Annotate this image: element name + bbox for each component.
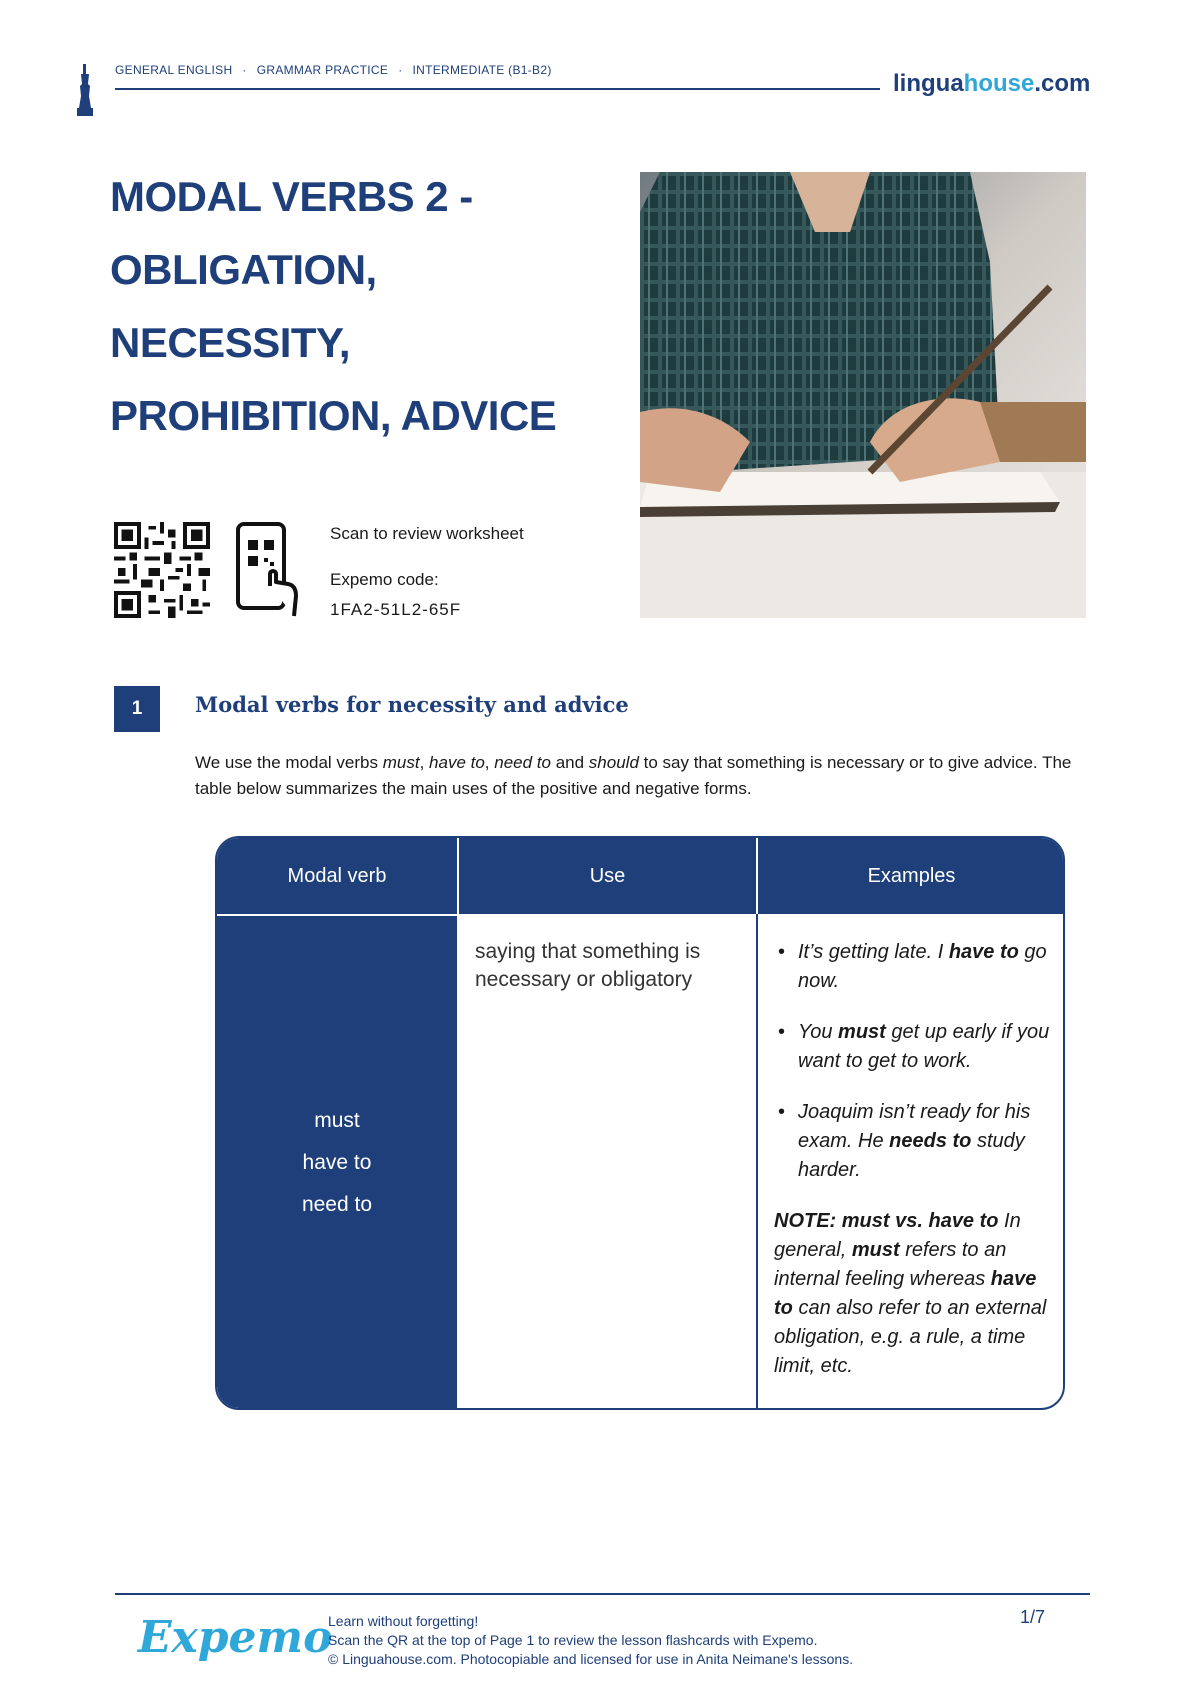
- breadcrumb: [115, 63, 552, 77]
- brand-tld: .com: [1034, 70, 1091, 97]
- footer-copyright: © Linguahouse.com. Photocopiable and licensed for use in Anita Neimane's lessons.: [328, 1651, 854, 1667]
- modal-term: need to: [494, 753, 551, 772]
- example-modal: needs to: [889, 1130, 972, 1152]
- modal-term: have to: [429, 753, 485, 772]
- expemo-code: 1FA2-51L2-65F: [330, 600, 462, 619]
- note-term: have to: [774, 1268, 1037, 1319]
- intro-paragraph: [195, 750, 1090, 802]
- modal-verbs-table: [215, 836, 1065, 1410]
- title-line: PROHIBITION, ADVICE: [110, 392, 557, 439]
- example-text: go now.: [798, 941, 1047, 992]
- page-title: [110, 160, 640, 452]
- example-modal: have to: [948, 941, 1019, 963]
- modal-verb: have to: [302, 1151, 372, 1174]
- example-item: [774, 1098, 1059, 1185]
- header-divider: [115, 88, 880, 90]
- column-divider: [756, 838, 758, 914]
- intro-text: and: [550, 753, 589, 772]
- breadcrumb-separator: ·: [398, 63, 403, 77]
- brand-accent: house: [963, 70, 1035, 97]
- title-line: MODAL VERBS 2 -: [110, 173, 473, 220]
- table-header-divider: [217, 914, 1063, 916]
- intro-text: ,: [484, 753, 495, 772]
- modal-term: should: [588, 753, 639, 772]
- example-text: get up early if you want to get to work.: [798, 1021, 1050, 1072]
- modal-verb: must: [314, 1109, 360, 1132]
- intro-text: to say that something is necessary or to give advice. The table below summarizes the main uses of the positive and negative forms.: [195, 753, 1072, 798]
- footer-divider: [115, 1593, 1090, 1595]
- intro-text: ,: [419, 753, 430, 772]
- title-line: OBLIGATION,: [110, 246, 377, 293]
- example-text: Joaquim isn’t ready for his exam. He: [798, 1101, 1031, 1152]
- code-label: Expemo code:: [330, 570, 439, 589]
- breadcrumb-item[interactable]: GRAMMAR PRACTICE: [256, 63, 389, 77]
- footer-instructions: Scan the QR at the top of Page 1 to review the lesson flashcards with Expemo.: [328, 1632, 818, 1648]
- column-divider: [457, 838, 459, 1408]
- page-number: 1/7: [1020, 1607, 1046, 1627]
- scan-label: Scan to review worksheet: [330, 524, 524, 543]
- section-number: 1: [114, 686, 160, 732]
- note-text: can also refer to an external obligation, e.g. a rule, a time limit, etc.: [774, 1297, 1047, 1377]
- note-label: NOTE: must vs. have to: [774, 1210, 999, 1232]
- usage-note: [774, 1207, 1059, 1381]
- title-line: NECESSITY,: [110, 319, 351, 366]
- note-term: must: [851, 1239, 900, 1261]
- modal-term: must: [382, 753, 420, 772]
- intro-text: We use the modal verbs: [195, 753, 383, 772]
- student-writing-photo: [640, 172, 1086, 618]
- examples-list: [774, 938, 1059, 1185]
- example-item: [774, 1018, 1059, 1076]
- breadcrumb-item[interactable]: INTERMEDIATE (B1-B2): [412, 63, 552, 77]
- example-text: It’s getting late. I: [798, 941, 949, 963]
- footer-text: [328, 1612, 853, 1669]
- qr-code-icon[interactable]: [114, 522, 210, 618]
- modal-verb: need to: [301, 1193, 373, 1216]
- header-examples: Examples: [758, 838, 1065, 914]
- section-title: Modal verbs for necessity and advice: [195, 692, 629, 717]
- use-cell: saying that something is necessary or obligatory: [475, 940, 701, 991]
- footer-tagline: Learn without forgetting!: [328, 1613, 479, 1629]
- breadcrumb-item[interactable]: GENERAL ENGLISH: [115, 63, 233, 77]
- note-text: In general,: [774, 1210, 1021, 1261]
- brand-logo[interactable]: [893, 70, 1090, 98]
- statue-of-liberty-icon: [75, 64, 95, 116]
- header-use: Use: [459, 838, 756, 914]
- brand-main: lingua: [893, 70, 964, 97]
- example-modal: must: [838, 1021, 886, 1043]
- breadcrumb-separator: ·: [242, 63, 247, 77]
- examples-cell: [774, 938, 1059, 1381]
- header-modal-verb: Modal verb: [217, 838, 457, 914]
- modal-verb-cell: [217, 916, 457, 1410]
- phone-scan-icon: [236, 522, 300, 618]
- note-text: refers to an internal feeling whereas: [774, 1239, 1007, 1290]
- example-item: [774, 938, 1059, 996]
- example-text: study harder.: [798, 1130, 1025, 1181]
- column-divider: [756, 914, 758, 1410]
- example-text: You: [798, 1021, 839, 1043]
- expemo-logo[interactable]: Expemo: [138, 1612, 333, 1663]
